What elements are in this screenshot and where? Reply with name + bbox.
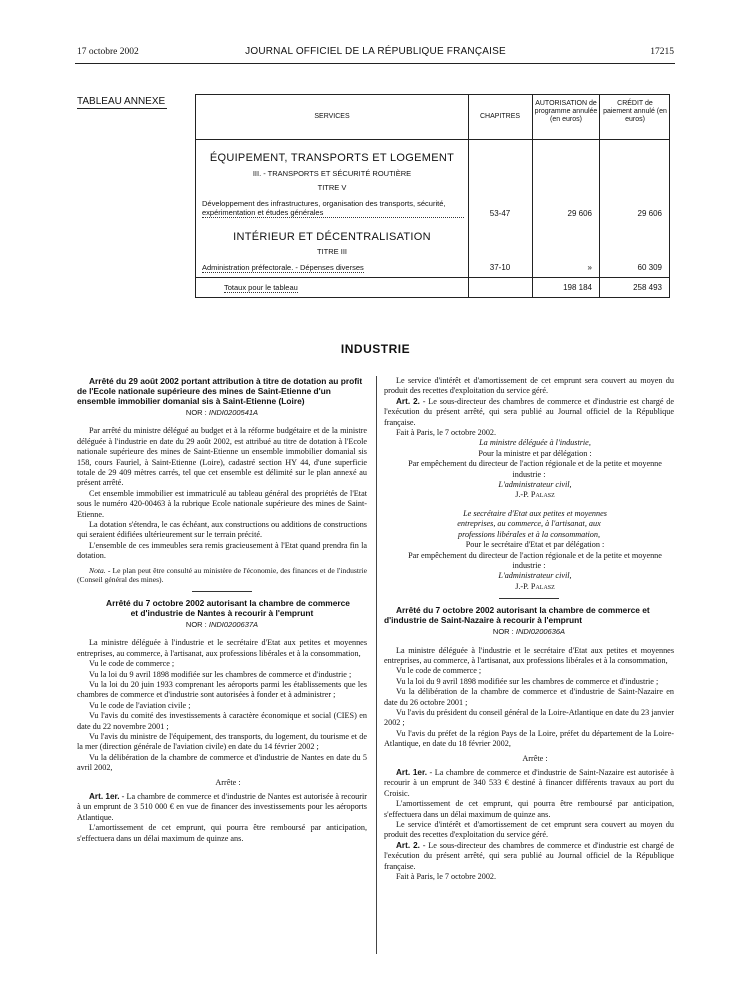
article3-nor-code: INDI0200636A <box>515 627 566 637</box>
section2-credit: 60 309 <box>637 263 662 272</box>
article2-art2-label: Art. 2. <box>396 396 420 406</box>
article2-para-8: Vu la délibération de la chambre de commerce et d'industrie de Nantes en date du 5 avril 2002, <box>77 752 367 773</box>
article2-para-7: Vu l'avis du ministre de l'équipement, des transports, du logement, du tourisme et de la mer (direction générale de l'aviation civile) en date du 14 février 2002 ; <box>77 731 367 752</box>
article3-para-2: Vu le code de commerce ; <box>396 666 482 676</box>
right-column <box>384 376 674 882</box>
section2-row-text <box>202 263 464 273</box>
article3-art2 <box>384 841 674 872</box>
section2-row-label: Administration préfectorale. - Dépenses diverses <box>202 263 364 272</box>
totals-credit: 258 493 <box>633 283 662 292</box>
article3-para-7: L'amortissement de cet emprunt, qui pourra être remboursé par anticipation, s'effectuera dans un délai maximum de quinze ans. <box>384 799 674 819</box>
article1-para-3: La dotation s'étendra, le cas échéant, aux constructions ou additions de constructions qui seraient édifiées ultérieurement sur le terrain précité. <box>77 520 367 540</box>
article2-service: Le service d'intérêt et d'amortissement de cet emprunt sera couvert au moyen du produit des recettes d'exploitation du service géré. <box>384 376 674 396</box>
signature-line-6: Le secrétaire d'Etat aux petites et moyennes entreprises, au commerce, à l'artisanat, aux professions libérales et à la consommation, <box>457 508 607 539</box>
table-totals-rule <box>196 277 669 278</box>
signature-line-8: Par empêchement du directeur de l'action régionale et de la petite et moyenne industrie : <box>408 550 662 570</box>
section2-titre: TITRE III <box>317 247 347 256</box>
article1-note-text: - Le plan peut être consulté au ministère de l'économie, des finances et de l'industrie (Conseil général des mines). <box>77 565 367 585</box>
article2-arrete: Arrête : <box>215 777 241 787</box>
section1-autorisation: 29 606 <box>567 209 592 218</box>
article3-title: Arrêté du 7 octobre 2002 autorisant la chambre de commerce et d'industrie de Saint-Nazaire à recourir à l'emprunt <box>384 605 650 626</box>
journal-title: JOURNAL OFFICIEL DE LA RÉPUBLIQUE FRANÇAISE <box>245 46 506 57</box>
section1-row-text <box>202 199 464 218</box>
article2-art2 <box>384 397 674 428</box>
section2-title: INTÉRIEUR ET DÉCENTRALISATION <box>233 231 431 243</box>
article3-para-1: La ministre déléguée à l'industrie et le secrétaire d'Etat aux petites et moyennes entreprises, au commerce, à l'artisanat, aux professions libérales et à la consommation, <box>384 645 674 665</box>
article1-para-1: Par arrêté du ministre délégué au budget et à la réforme budgétaire et de la ministre déléguée à l'industrie en date du 29 août 2002, est attribué au titre de dotation à l'Ecole nationale supérieure des mines de Saint-Etienne un ensemble immobilier domanial sis 158, cours Fauriel, à Saint-Etienne (Loire), cadastré section HY 44, d'une superficie totale de 29 409 mètres carrés, tel que cet ensemble est délimité sur le plan annexé au présent arrêté. <box>77 426 367 488</box>
page-number: 17215 <box>650 47 674 57</box>
section1-credit: 29 606 <box>637 209 662 218</box>
annex-table <box>195 94 670 298</box>
th-chapitres: CHAPITRES <box>479 113 521 120</box>
article1-note-label: Nota. <box>89 565 106 575</box>
article2-para-5: Vu le code de l'aviation civile ; <box>89 700 191 710</box>
article2-fait: Fait à Paris, le 7 octobre 2002. <box>396 428 497 438</box>
article3-art2-text: - Le sous-directeur des chambres de commerce et d'industrie est chargé de l'exécution du présent arrêté, qui sera publié au Journal officiel de la République française. <box>384 840 674 871</box>
section1-title: ÉQUIPEMENT, TRANSPORTS ET LOGEMENT <box>209 152 455 164</box>
article1-nor <box>77 408 367 418</box>
totals-autorisation: 198 184 <box>563 283 592 292</box>
article3-para-6: Vu l'avis du préfet de la région Pays de la Loire, préfet du département de la Loire-Atlantique, en date du 18 février 2002, <box>384 728 674 749</box>
section1-titre: TITRE V <box>317 183 347 192</box>
header-rule <box>75 63 675 64</box>
signature-line-5: J.-P. Palasz <box>515 490 555 500</box>
article1-para-2: Cet ensemble immobilier est immatriculé au tableau général des propriétés de l'Etat sous le numéro 420-00463 à la rubrique Ecole nationale supérieure des mines de Saint-Etienne. <box>77 488 367 519</box>
signature-line-2: Pour la ministre et par délégation : <box>478 448 592 458</box>
article2-para-3: Vu la loi du 9 avril 1898 modifiée sur les chambres de commerce et d'industrie ; <box>89 669 352 679</box>
signature-line-10: J.-P. Palasz <box>515 581 555 591</box>
article2-art1-text: - La chambre de commerce et d'industrie de Nantes est autorisée à recourir à un emprunt de 3 510 000 € en vue de financer des investissements pour les aéroports Atlantique. <box>77 791 367 822</box>
article3-para-4: Vu la délibération de la chambre de commerce et d'industrie de Saint-Nazaire en date du 26 octobre 2001 ; <box>384 687 674 707</box>
th-credit: CRÉDIT de paiement annulé (en euros) <box>603 100 667 123</box>
article2-art1-label: Art. 1er. <box>89 791 120 801</box>
article3-arrete: Arrête : <box>522 753 548 763</box>
section1-row-label: Développement des infrastructures, organisation des transports, sécurité, expérimentation et études générales <box>202 199 464 218</box>
article3-para-3: Vu la loi du 9 avril 1898 modifiée sur les chambres de commerce et d'industrie ; <box>396 676 659 686</box>
article3-nor-label: NOR : <box>492 627 514 637</box>
section1-chapitre: 53-47 <box>489 209 511 218</box>
signature-line-1: La ministre déléguée à l'industrie, <box>479 438 591 448</box>
article2-nor-code: INDI0200637A <box>208 619 259 629</box>
article3-para-8: Le service d'intérêt et d'amortissement de cet emprunt sera couvert au moyen du produit des recettes d'exploitation du service géré. <box>384 820 674 840</box>
article2-nor-label: NOR : <box>185 619 207 629</box>
article1-note <box>77 566 367 585</box>
th-autorisation: AUTORISATION de programme annulée (en euros) <box>534 100 598 123</box>
article1-para-4: L'ensemble de ces immeubles sera remis gracieusement à l'Etat quand prendra fin la dotation. <box>77 540 367 561</box>
article3-art1 <box>384 768 674 799</box>
left-column <box>77 376 367 844</box>
article1-title: Arrêté du 29 août 2002 portant attribution à titre de dotation au profit de l'Ecole nationale supérieure des mines de Saint-Etienne d'un ensemble immobilier domanial sis à Saint-Etienne (Loire) <box>77 376 363 406</box>
signature-line-7: Pour le secrétaire d'Etat et par délégation : <box>465 540 605 550</box>
article2-para-9: L'amortissement de cet emprunt, qui pourra être remboursé par anticipation, s'effectuera dans un délai maximum de quinze ans. <box>77 823 367 843</box>
totals-label: Totaux pour le tableau <box>224 283 298 292</box>
separator-2 <box>499 598 559 599</box>
article2-para-2: Vu le code de commerce ; <box>89 659 175 669</box>
article2-para-4: Vu la loi du 20 juin 1933 comprenant les aéroports parmi les établissements que les chambres de commerce et d'industrie sont autorisées à fonder et à administrer ; <box>77 679 367 700</box>
annex-label: TABLEAU ANNEXE <box>77 96 166 107</box>
signature-line-9: L'administrateur civil, <box>498 571 572 581</box>
article2-title: Arrêté du 7 octobre 2002 autorisant la chambre de commerce et d'industrie de Nantes à recourir à l'emprunt <box>106 597 350 618</box>
signature-line-4: L'administrateur civil, <box>498 480 572 490</box>
section-heading: INDUSTRIE <box>340 342 411 356</box>
header-date: 17 octobre 2002 <box>77 47 139 57</box>
article3-art1-label: Art. 1er. <box>396 768 427 777</box>
article2-art2-text: - Le sous-directeur des chambres de commerce et d'industrie est chargé de l'exécution du présent arrêté, qui sera publié au Journal officiel de la République française. <box>384 396 674 427</box>
article1-nor-label: NOR : <box>185 408 207 417</box>
col-divider-2 <box>532 95 533 297</box>
section1-subtitle: III. - TRANSPORTS ET SÉCURITÉ ROUTIÈRE <box>252 169 412 178</box>
article3-art2-label: Art. 2. <box>396 840 420 850</box>
section2-chapitre: 37-10 <box>489 263 511 272</box>
column-divider <box>376 376 377 954</box>
article3-fait: Fait à Paris, le 7 octobre 2002. <box>396 872 497 882</box>
article1-nor-code: INDI0200541A <box>208 408 259 417</box>
article2-para-6: Vu l'avis du comité des investissements à caractère économique et social (CIES) en date du 22 novembre 2001 ; <box>77 711 367 731</box>
article2-para-1: La ministre déléguée à l'industrie et le secrétaire d'Etat aux petites et moyennes entreprises, au commerce, à l'artisanat, aux professions libérales et à la consommation, <box>77 638 367 658</box>
section2-autorisation: » <box>587 263 592 272</box>
th-services: SERVICES <box>314 113 350 120</box>
article3-nor <box>384 627 674 637</box>
article3-para-5: Vu l'avis du président du conseil général de la Loire-Atlantique en date du 23 janvier 2002 ; <box>384 707 674 728</box>
col-divider-3 <box>599 95 600 297</box>
article2-art1 <box>77 792 367 823</box>
article3-art1-text: - La chambre de commerce et d'industrie de Saint-Nazaire est autorisée à recourir à un emprunt de 340 533 € destiné à financer différents travaux au port du Croisic. <box>384 768 675 798</box>
signature-line-3: Par empêchement du directeur de l'action régionale et de la petite et moyenne industrie : <box>408 459 662 479</box>
table-header-rule <box>196 139 669 140</box>
separator-1 <box>192 591 252 592</box>
totals-row <box>224 283 464 293</box>
article2-nor <box>77 620 367 630</box>
